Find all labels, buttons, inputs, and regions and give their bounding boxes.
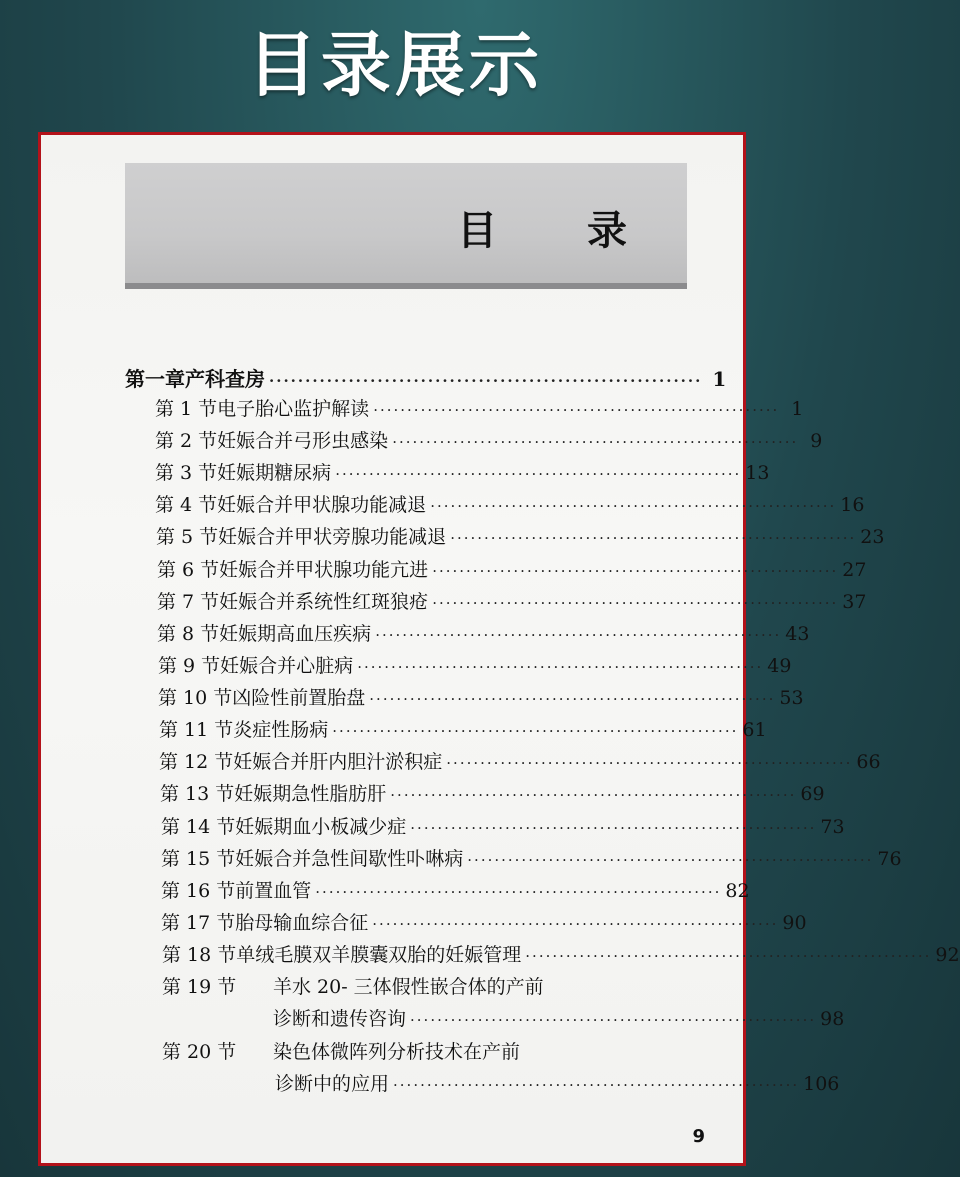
toc-entry-title: 胎母输血综合征 xyxy=(235,912,369,934)
toc-section-number: 第一章 xyxy=(125,367,185,391)
toc-entry-title: 羊水 20- 三体假性嵌合体的产前 xyxy=(273,976,544,998)
toc-section-number: 第 2 节 xyxy=(155,430,218,452)
toc-page-number: 43 xyxy=(785,623,810,645)
toc-leader-dots: ···························································· xyxy=(373,401,780,419)
toc-leader-dots: ···························································· xyxy=(446,754,853,772)
toc-entry-title: 前置血管 xyxy=(235,880,312,902)
toc-row xyxy=(157,587,867,614)
page-heading: 目 录 xyxy=(457,207,665,254)
toc-page-number: 16 xyxy=(840,494,865,516)
toc-page-number: 69 xyxy=(800,783,825,805)
toc-entry-title: 妊娠合并甲状腺功能减退 xyxy=(217,494,427,516)
toc-row xyxy=(155,458,770,485)
toc-row xyxy=(157,619,810,646)
book-page xyxy=(41,135,960,1163)
toc-entry-title: 妊娠合并弓形虫感染 xyxy=(217,430,389,452)
toc-section-number: 第 3 节 xyxy=(155,462,218,484)
toc-row xyxy=(162,1037,695,1064)
toc-row xyxy=(273,1004,845,1031)
toc-page-number: 13 xyxy=(745,462,770,484)
toc-row xyxy=(155,426,823,453)
toc-row xyxy=(158,683,804,710)
toc-entry-title: 炎症性肠病 xyxy=(233,719,329,741)
toc-page-number: 49 xyxy=(767,655,792,677)
toc-row xyxy=(161,812,845,839)
toc-page-number: 92 xyxy=(935,944,960,966)
heading-band xyxy=(125,163,687,289)
toc-row xyxy=(161,844,902,871)
toc-row xyxy=(162,940,960,967)
toc-section-number: 第 18 节 xyxy=(162,944,237,966)
toc-leader-dots: ···························································· xyxy=(393,1076,800,1094)
toc-section-number: 第 6 节 xyxy=(157,559,220,581)
toc-row xyxy=(158,651,792,678)
toc-page-number: 27 xyxy=(842,559,867,581)
toc-entry-title: 妊娠合并心脏病 xyxy=(220,655,354,677)
toc-page-number: 76 xyxy=(877,848,902,870)
toc-row xyxy=(160,779,825,806)
toc-page-number: 37 xyxy=(842,591,867,613)
toc-page-number: 82 xyxy=(725,880,750,902)
toc-leader-dots: ···························································· xyxy=(335,465,742,483)
toc-row xyxy=(159,715,767,742)
toc-entry-title: 凶险性前置胎盘 xyxy=(232,687,366,709)
toc-row xyxy=(161,908,807,935)
toc-entry-title: 妊娠期急性脂肪肝 xyxy=(234,783,387,805)
toc-entry-title: 染色体微阵列分析技术在产前 xyxy=(273,1041,521,1063)
toc-row xyxy=(275,1069,840,1096)
toc-leader-dots: ···························································· xyxy=(410,819,817,837)
toc-leader-dots: ···························································· xyxy=(450,529,857,547)
toc-leader-dots: ···························································· xyxy=(432,562,839,580)
toc-row xyxy=(155,394,804,421)
toc-leader-dots: ···························································· xyxy=(372,915,779,933)
toc-section-number: 第 15 节 xyxy=(161,848,236,870)
toc-page-number: 106 xyxy=(803,1073,840,1095)
toc-leader-dots: ···························································· xyxy=(467,851,874,869)
toc-section-number: 第 5 节 xyxy=(156,526,219,548)
banner xyxy=(0,0,790,118)
toc-row xyxy=(162,972,695,999)
toc-page-number: 1 xyxy=(712,367,727,391)
toc-section-number: 第 10 节 xyxy=(158,687,233,709)
toc-section-number: 第 17 节 xyxy=(161,912,236,934)
toc-leader-dots: ···························································· xyxy=(410,1011,817,1029)
toc-entry-title: 妊娠合并急性间歇性卟啉病 xyxy=(235,848,464,870)
toc-section-number: 第 12 节 xyxy=(159,751,234,773)
page-number: 9 xyxy=(692,1126,705,1147)
toc-entry-title: 产科查房 xyxy=(185,367,265,391)
toc-page-number: 9 xyxy=(810,430,823,452)
toc-entry-title: 妊娠期血小板减少症 xyxy=(235,816,407,838)
toc-row xyxy=(159,747,881,774)
banner-title: 目录展示 xyxy=(247,23,543,106)
toc-section-number: 第 9 节 xyxy=(158,655,221,677)
toc-row xyxy=(156,522,885,549)
toc-row xyxy=(155,490,865,517)
toc-entry-title: 电子胎心监护解读 xyxy=(217,398,370,420)
toc-entry-title: 妊娠期高血压疾病 xyxy=(219,623,372,645)
toc-entry-title: 妊娠合并系统性红斑狼疮 xyxy=(219,591,429,613)
toc-entry-title: 妊娠合并甲状腺功能亢进 xyxy=(219,559,429,581)
toc-chapter-row xyxy=(125,363,727,392)
toc-entry-title: 单绒毛膜双羊膜囊双胎的妊娠管理 xyxy=(236,944,522,966)
toc-entry-title: 妊娠合并肝内胆汁淤积症 xyxy=(233,751,443,773)
toc-entry-title: 诊断和遗传咨询 xyxy=(273,1008,407,1030)
toc-section-number: 第 8 节 xyxy=(157,623,220,645)
toc-section-number: 第 20 节 xyxy=(162,1041,237,1063)
toc-section-number: 第 16 节 xyxy=(161,880,236,902)
toc-page-number: 61 xyxy=(742,719,767,741)
toc-section-number: 第 4 节 xyxy=(155,494,218,516)
toc-leader-dots: ···························································· xyxy=(357,658,764,676)
toc-leader-dots: ···························································· xyxy=(315,883,722,901)
toc-leader-dots: ···························································· xyxy=(332,722,739,740)
toc-section-number: 第 14 节 xyxy=(161,816,236,838)
toc-section-number: 第 19 节 xyxy=(162,976,237,998)
toc-section-number: 第 1 节 xyxy=(155,398,218,420)
toc-leader-dots: ···························································· xyxy=(525,947,932,965)
toc-page-number: 66 xyxy=(856,751,881,773)
toc-section-number: 第 11 节 xyxy=(159,719,234,741)
toc-leader-dots: ···························································· xyxy=(375,626,782,644)
toc-page-number: 73 xyxy=(820,816,845,838)
toc-section-number: 第 13 节 xyxy=(160,783,235,805)
toc-leader-dots: ···························································· xyxy=(432,594,839,612)
book-page-frame xyxy=(38,132,960,1166)
toc-entry-title: 妊娠期糖尿病 xyxy=(217,462,332,484)
toc-page-number: 23 xyxy=(860,526,885,548)
toc-leader-dots: ···························································· xyxy=(390,786,797,804)
toc-row xyxy=(161,876,750,903)
toc-entry-title: 妊娠合并甲状旁腺功能减退 xyxy=(218,526,447,548)
toc-page-number: 53 xyxy=(779,687,804,709)
toc-leader-dots: ···························································· xyxy=(269,372,703,390)
toc-page-number: 1 xyxy=(791,398,804,420)
toc-entry-title: 诊断中的应用 xyxy=(275,1073,390,1095)
toc-page-number: 98 xyxy=(820,1008,845,1030)
toc-leader-dots: ···························································· xyxy=(392,433,799,451)
toc-section-number: 第 7 节 xyxy=(157,591,220,613)
toc-leader-dots: ···························································· xyxy=(430,497,837,515)
toc-page-number: 90 xyxy=(782,912,807,934)
toc-leader-dots: ···························································· xyxy=(369,690,776,708)
toc-row xyxy=(157,555,867,582)
